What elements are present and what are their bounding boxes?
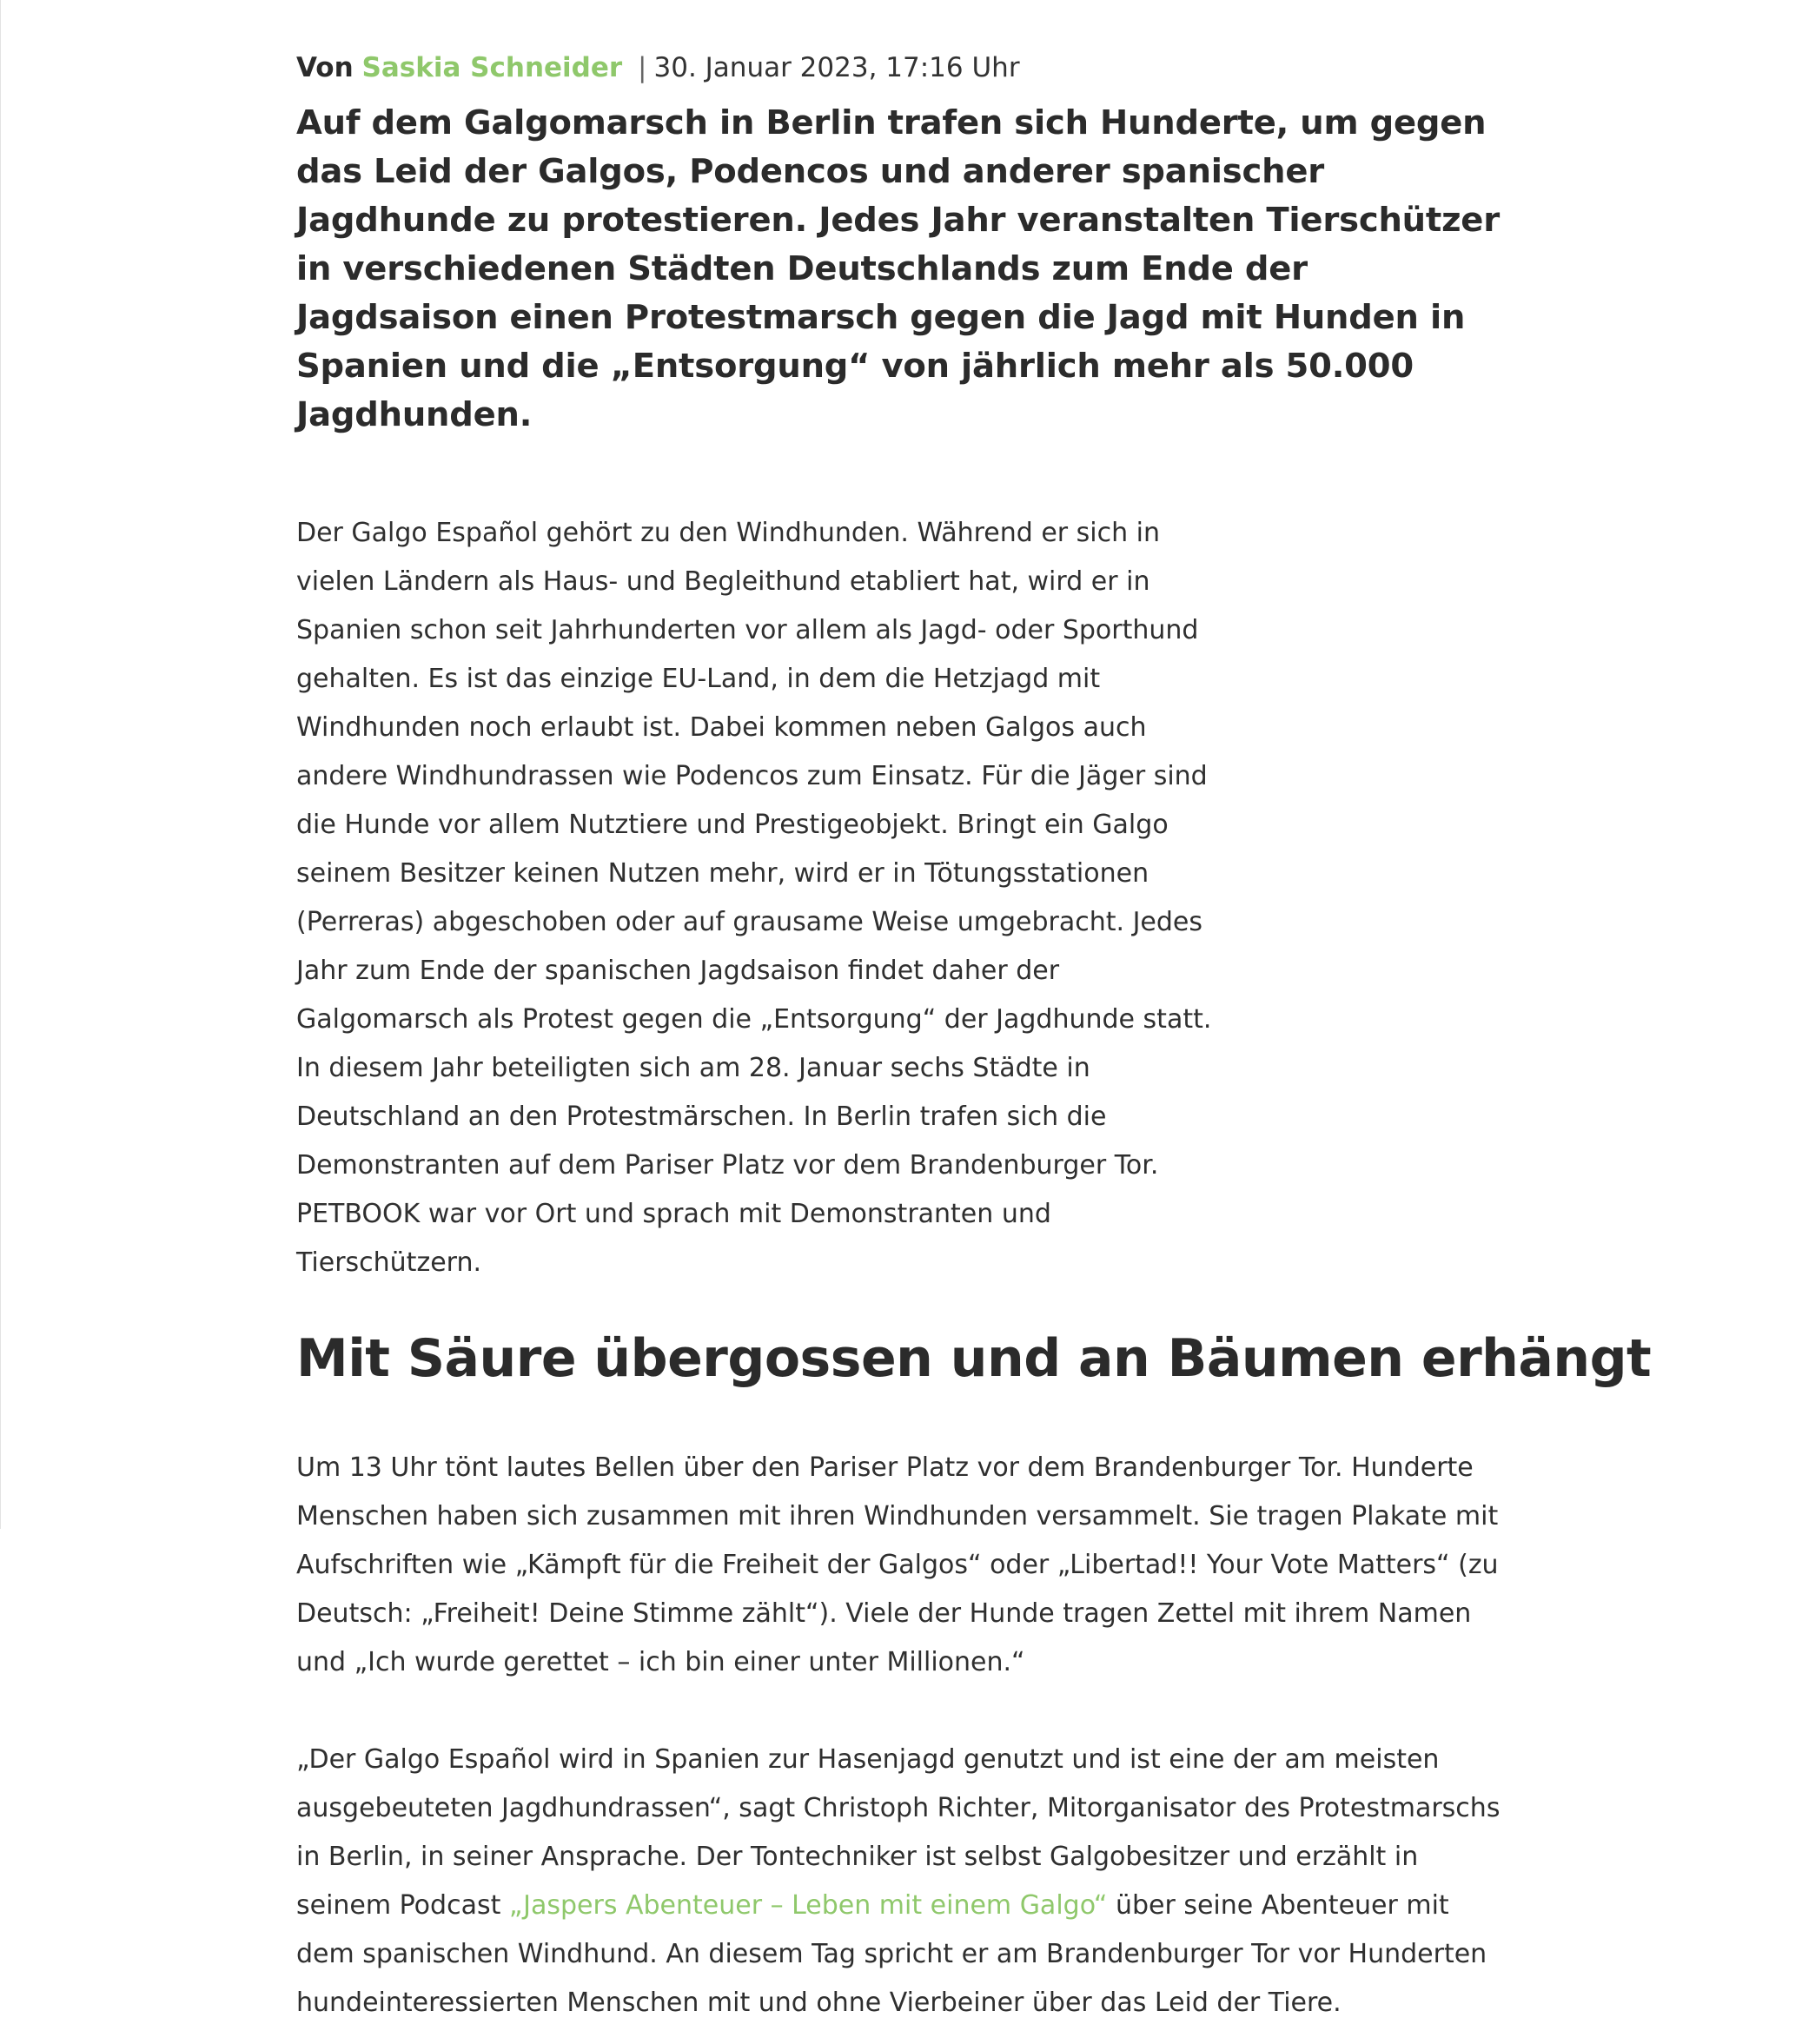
paragraph-text-after-link: über seine Abenteuer mit dem spanischen Windhund. An diesem Tag spricht er am Brandenburger Tor vor Hunderten hundeinteressierten Menschen mit und ohne Vierbeiner über das Leid der Tiere. [296, 1890, 1487, 2018]
article-body [296, 43, 1652, 2027]
podcast-link[interactable]: „Jaspers Abenteuer – Leben mit einem Galgo“ [508, 1890, 1108, 1921]
paragraph-text-before-link: „Der Galgo Español wird in Spanien zur Hasenjagd genutzt und ist eine der am meisten ausgebeuteten Jagdhundrassen“, sagt Christoph Richter, Mitorganisator des Protestmarschs in Berlin, in seiner Ansprache. Der Tontechniker ist selbst Galgobesitzer und erzählt in seinem Podcast [296, 1744, 1501, 1921]
publish-date: 30. Januar 2023, 17:16 Uhr [653, 52, 1020, 83]
body-paragraph-protest: Um 13 Uhr tönt lautes Bellen über den Pariser Platz vor dem Brandenburger Tor. Hunderte Menschen haben sich zusammen mit ihren Windhunden versammelt. Sie tragen Plakate mit Aufschriften wie „Kämpft für die Freiheit der Galgos“ oder „Libertad!! Your Vote Matters“ (zu Deutsch: „Freiheit! Deine Stimme zählt“). Viele der Hunde tragen Zettel mit ihrem Namen und „Ich wurde gerettet – ich bin einer unter Millionen.“ [296, 1452, 1499, 1677]
section-heading: Mit Säure übergossen und an Bäumen erhängt [296, 1328, 1652, 1389]
article-lead: Auf dem Galgomarsch in Berlin trafen sich Hunderte, um gegen das Leid der Galgos, Podencos und anderer spanischer Jagdhunde zu protestieren. Jedes Jahr veranstalten Tierschützer in verschiedenen Städten Deutschlands zum Ende der Jagdsaison einen Protestmarsch gegen die Jagd mit Hunden in Spanien und die „Entsorgung“ von jährlich mehr als 50.000 Jagdhunden. [296, 103, 1500, 434]
page-left-border [0, 0, 1, 1529]
byline-prefix: Von [296, 52, 354, 83]
byline-separator: | [638, 52, 647, 83]
author-link[interactable]: Saskia Schneider [361, 52, 623, 83]
body-paragraph-speech [296, 1736, 1513, 2027]
byline [296, 43, 1513, 92]
intro-paragraph: Der Galgo Español gehört zu den Windhunden. Während er sich in vielen Ländern als Haus- und Begleithund etabliert hat, wird er in Spanien schon seit Jahrhunderten vor allem als Jagd- oder Sporthund gehalten. Es ist das einzige EU-Land, in dem die Hetzjagd mit Windhunden noch erlaubt ist. Dabei kommen neben Galgos auch andere Windhundrassen wie Podencos zum Einsatz. Für die Jäger sind die Hunde vor allem Nutztiere und Prestigeobjekt. Bringt ein Galgo seinem Besitzer keinen Nutzen mehr, wird er in Tötungsstationen (Perreras) abgeschoben oder auf grausame Weise umgebracht. Jedes Jahr zum Ende der spanischen Jagdsaison findet daher der Galgomarsch als Protest gegen die „Entsorgung“ der Jagdhunde statt. In diesem Jahr beteiligten sich am 28. Januar sechs Städte in Deutschland an den Protestmärschen. In Berlin trafen sich die Demonstranten auf dem Pariser Platz vor dem Brandenburger Tor. PETBOOK war vor Ort und sprach mit Demonstranten und Tierschützern. [296, 518, 1212, 1278]
